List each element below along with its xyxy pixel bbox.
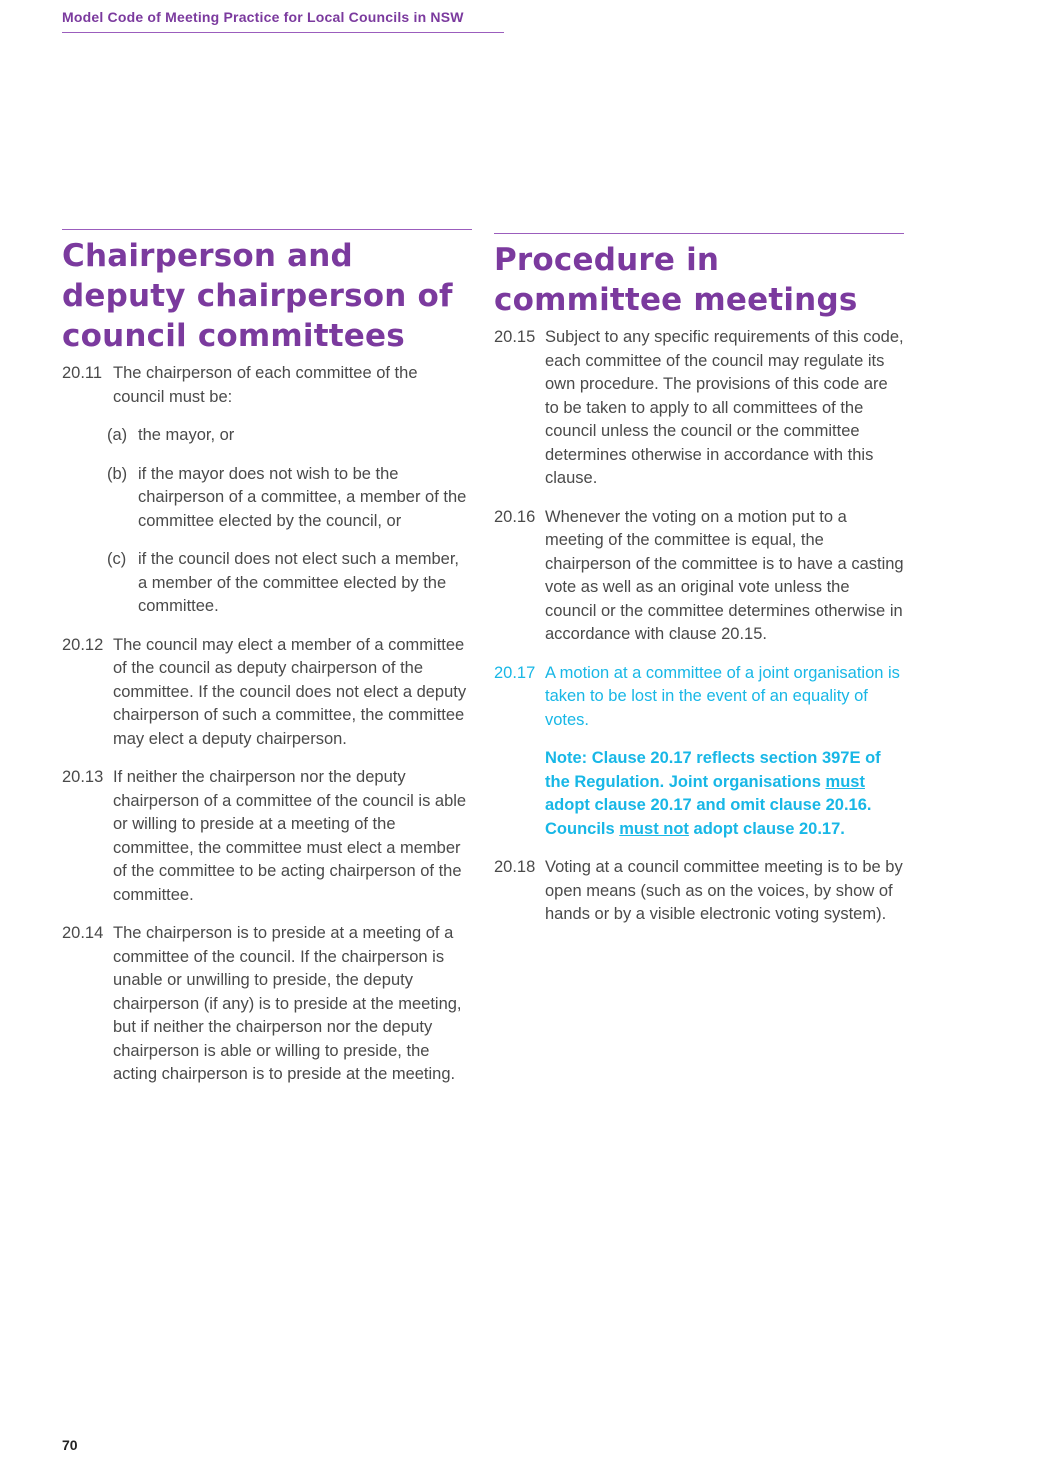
list-item [107, 463, 472, 534]
clause-20-11 [62, 362, 472, 409]
note-clause-20-17 [545, 747, 904, 841]
section-heading-chairperson: Chairperson and deputy chairperson of council committees [62, 238, 453, 354]
list-item-label: (b) [107, 464, 128, 483]
clause-text: Subject to any specific requirements of this code, each committee of the council may regulate its own procedure. The provisions of this code are to be taken to apply to all committees of the council unless the council or the committee determines otherwise in accordance with this clause. [545, 328, 904, 487]
clause-number: 20.15 [494, 328, 536, 346]
clause-text: If neither the chairperson nor the deputy chairperson of a committee of the council is able or willing to preside at a meeting of the committee, the committee must elect a member of the committee to be acting chairperson of the committee. [113, 768, 467, 904]
note-text: Note: Clause 20.17 reflects section 397E of the Regulation. Joint organisations [545, 749, 881, 791]
clause-number: 20.13 [62, 768, 104, 786]
list-item-label: (a) [107, 426, 128, 444]
clause-text: The chairperson of each committee of the council must be: [113, 364, 418, 406]
right-column [494, 233, 904, 942]
list-item [107, 548, 472, 619]
section-rule [62, 229, 472, 230]
list-item-text: if the council does not elect such a member, a member of the committee elected by the committee. [138, 550, 460, 615]
clause-20-15 [494, 326, 904, 491]
list-item-text: the mayor, or [138, 426, 235, 444]
clause-number: 20.18 [494, 858, 536, 876]
clause-number: 20.17 [494, 663, 536, 682]
clause-text: The council may elect a member of a committee of the council as deputy chairperson of the committee. If the council does not elect a deputy chairperson of such a committee, the committee may elect a deputy chairperson. [113, 635, 467, 748]
clause-20-18 [494, 856, 904, 927]
clause-20-12 [62, 634, 472, 752]
list-item-label: (c) [107, 550, 127, 568]
clause-text: The chairperson is to preside at a meeting of a committee of the council. If the chairperson is unable or unwilling to preside, the deputy chairperson (if any) is to preside at the meeting, but if neither the chairperson nor the deputy chairperson is able or willing to preside, the acting chairperson is to preside at the meeting. [113, 924, 462, 1083]
note-emphasis-must-not: must not [619, 819, 689, 838]
clause-number: 20.11 [62, 364, 103, 382]
section-rule [494, 233, 904, 234]
clause-text: Voting at a council committee meeting is to be by open means (such as on the voices, by show of hands or by a visible electronic voting system). [545, 858, 903, 923]
note-text: adopt clause 20.17 and omit clause 20.16. Councils [545, 796, 872, 838]
clause-20-17 [494, 662, 904, 733]
note-text: adopt clause 20.17. [688, 819, 845, 838]
clause-number: 20.16 [494, 507, 536, 526]
page-number: 70 [62, 1437, 78, 1453]
running-header: Model Code of Meeting Practice for Local Councils in NSW [62, 9, 504, 33]
clause-20-14 [62, 922, 472, 1087]
section-heading-procedure: Procedure in committee meetings [494, 242, 858, 318]
clause-20-13 [62, 766, 472, 907]
clause-text: Whenever the voting on a motion put to a meeting of the committee is equal, the chairperson of the committee is to have a casting vote as well as an original vote unless the council or the committee determines otherwise in accordance with clause 20.15. [545, 507, 904, 643]
clause-number: 20.12 [62, 635, 104, 654]
left-column [62, 229, 472, 1102]
list-item-text: if the mayor does not wish to be the chairperson of a committee, a member of the committee elected by the council, or [138, 464, 467, 530]
note-emphasis-must: must [825, 772, 865, 791]
clause-20-16 [494, 506, 904, 647]
list-item [107, 424, 472, 448]
clause-number: 20.14 [62, 924, 104, 942]
clause-text: A motion at a committee of a joint organisation is taken to be lost in the event of an equality of votes. [545, 663, 900, 729]
